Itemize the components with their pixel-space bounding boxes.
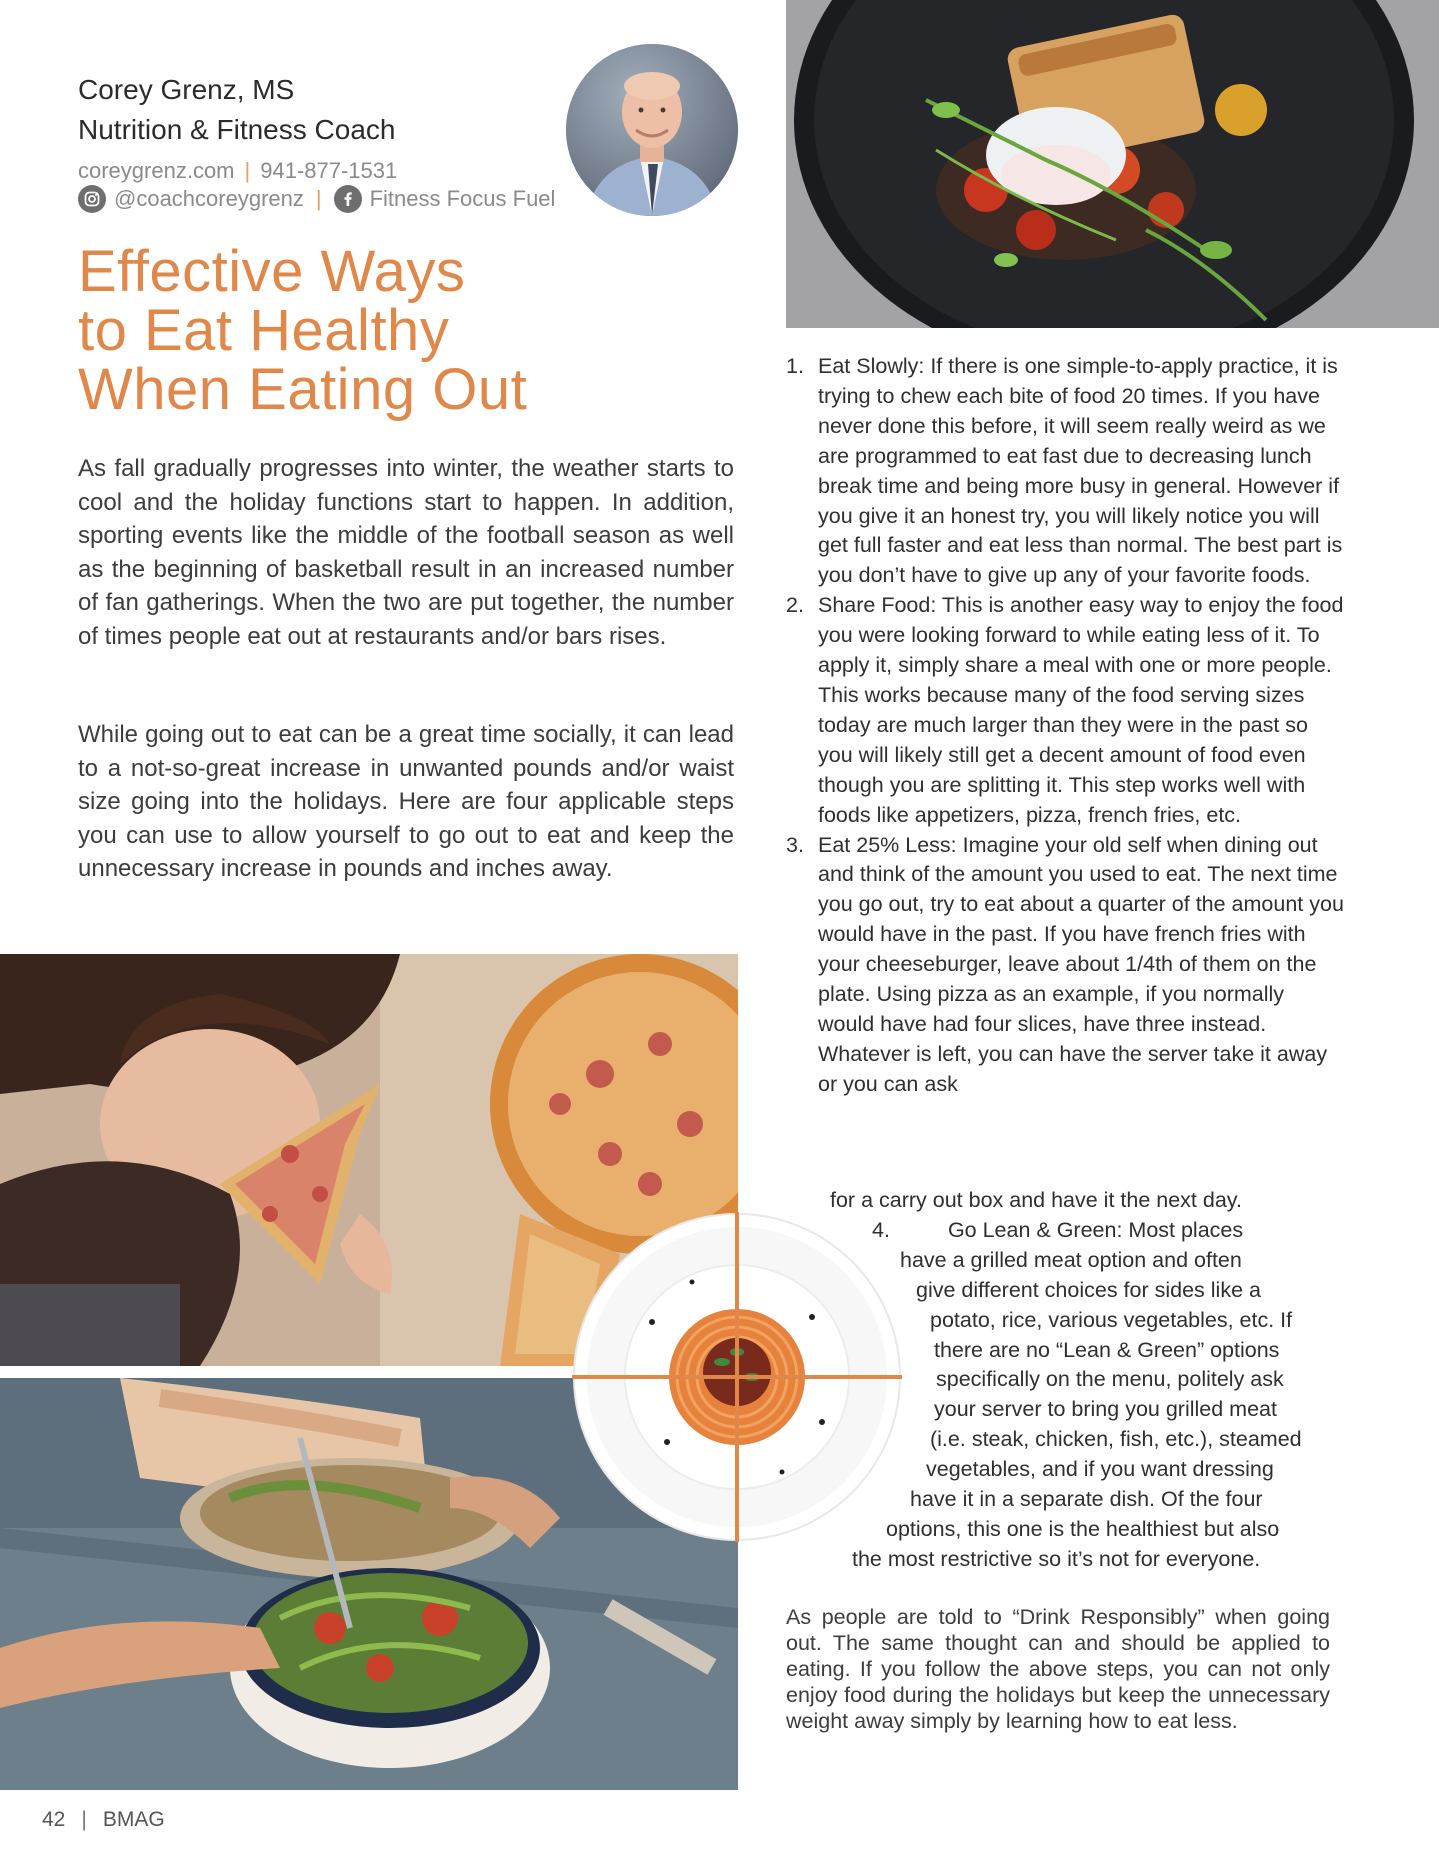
page-number: 42: [42, 1808, 66, 1831]
step-text: have it in a separate dish. Of the four: [910, 1487, 1263, 1512]
author-name: [78, 70, 395, 150]
instagram-icon: [78, 185, 106, 213]
author-phone[interactable]: 941-877-1531: [260, 158, 398, 183]
step-text: your server to bring you grilled meat: [934, 1397, 1277, 1422]
list-item: [786, 1216, 1346, 1246]
step-text: potato, rice, various vegetables, etc. If: [930, 1307, 1293, 1332]
step-text: options, this one is the healthiest but also: [886, 1516, 1280, 1541]
step-text: there are no “Lean & Green” options: [934, 1337, 1280, 1362]
contact-separator: |: [244, 158, 251, 183]
author-headshot: [566, 44, 738, 216]
step-text: for a carry out box and have it the next day.: [830, 1188, 1242, 1212]
publication-name: BMAG: [102, 1808, 165, 1831]
steps-list: [786, 352, 1346, 1100]
author-contact: [78, 156, 397, 186]
step-number: 4.: [872, 1217, 890, 1242]
title-line: When Eating Out: [78, 357, 528, 422]
step-text: Go Lean & Green: Most places: [947, 1217, 1244, 1242]
closing-paragraph: As people are told to “Drink Responsibly” when going out. The same thought can and should be applied to eating. If you follow the above steps, you can not only enjoy food during the holidays but keep the unnecessary weight away simply by learning how to eat less.: [786, 1605, 1330, 1733]
step-text: (i.e. steak, chicken, fish, etc.), steamed: [930, 1427, 1302, 1452]
instagram-handle[interactable]: @coachcoreygrenz: [114, 186, 304, 211]
step-text: Eat 25% Less: Imagine your old self when dining out and think of the amount you used to eat. The next time you go out, try to eat about a quarter of the amount you would have in the past. If you have french fries with your cheeseburger, leave about 1/4th of them on the plate. Using pizza as an example, if you normally would have had four slices, have three instead. Whatever is left, you can have the server take it away or you can ask: [818, 832, 1344, 1096]
social-separator: |: [315, 186, 322, 211]
step-number: 3.: [786, 832, 804, 857]
step-text: Eat Slowly: If there is one simple-to-apply practice, it is trying to chew each bite of food 20 times. If you have never done this before, it will seem really weird as we are programmed to eat fast due to decreasing lunch break time and being more busy in general. However if you give it an honest try, you will likely notice you will get full faster and eat less than normal. The best part is you don’t have to give up any of your favorite foods.: [818, 354, 1343, 588]
intro-paragraph: As fall gradually progresses into winter, the weather starts to cool and the holiday functions start to happen. In addition, sporting events like the middle of the football season as well as the beginning of basketball result in an increased number of fan gatherings. When the two are put together, the number of times people eat out at restaurants and/or bars rises.: [78, 455, 734, 650]
step-text: Share Food: This is another easy way to enjoy the food you were looking forward to while eating less of it. To apply it, simply share a meal with one or more people. This works because many of the food serving sizes today are much larger than they were in the past so you will likely still get a decent amount of food even though you are splitting it. This step works well with foods like appetizers, pizza, french fries, etc.: [818, 593, 1344, 827]
step-text: vegetables, and if you want dressing: [926, 1457, 1274, 1482]
footer-separator: |: [81, 1808, 87, 1831]
step-number: 2.: [786, 593, 804, 618]
step-text: the most restrictive so it’s not for everyone.: [852, 1546, 1261, 1571]
step-number: 1.: [786, 354, 804, 378]
facebook-icon: [334, 185, 362, 213]
step-text: specifically on the menu, politely ask: [936, 1367, 1284, 1392]
article-title: [78, 239, 528, 422]
step-text: have a grilled meat option and often: [900, 1247, 1242, 1272]
author-website[interactable]: coreygrenz.com: [78, 158, 235, 183]
list-item: [786, 831, 1346, 1100]
page-footer: [42, 1808, 165, 1832]
list-item: [786, 591, 1346, 830]
intro-paragraph: While going out to eat can be a great time socially, it can lead to a not-so-great increase in unwanted pounds and/or waist size going into the holidays. Here are four applicable steps you can use to allow yourself to go out to eat and keep the unnecessary increase in pounds and inches away.: [78, 721, 734, 882]
author-social: [78, 184, 555, 214]
facebook-page[interactable]: Fitness Focus Fuel: [369, 186, 556, 211]
title-line: to Eat Healthy: [78, 298, 450, 363]
salmon-dish-photo: [786, 0, 1439, 328]
step-text: give different choices for sides like a: [916, 1277, 1261, 1302]
step-four-wrap: [786, 1186, 1346, 1575]
list-item: [786, 352, 1346, 591]
title-line: Effective Ways: [78, 239, 466, 304]
author-name-text: Corey Grenz, MS: [78, 74, 295, 105]
author-role-text: Nutrition & Fitness Coach: [78, 114, 396, 145]
